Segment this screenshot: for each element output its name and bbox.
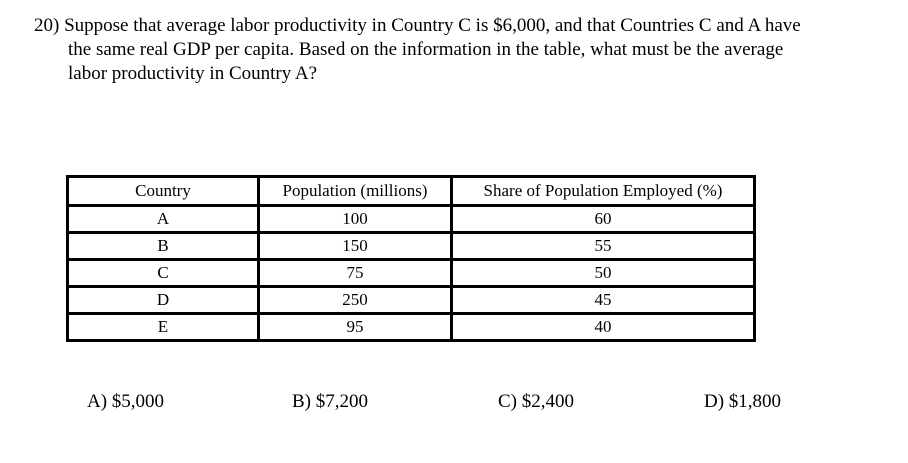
cell-share: 45 [453, 288, 753, 315]
header-population: Population (millions) [260, 178, 453, 207]
answer-option-d: D) $1,800 [704, 391, 782, 412]
cell-population: 250 [260, 288, 453, 315]
table-header-row [69, 178, 753, 207]
header-share-employed: Share of Population Employed (%) [453, 178, 753, 207]
cell-share: 60 [453, 207, 753, 234]
question-text [34, 14, 894, 86]
cell-population: 100 [260, 207, 453, 234]
data-table [66, 175, 756, 342]
table-row [69, 288, 753, 315]
cell-country: B [69, 234, 260, 261]
table-row [69, 315, 753, 339]
cell-population: 95 [260, 315, 453, 339]
cell-country: A [69, 207, 260, 234]
question-line-2: the same real GDP per capita. Based on the information in the table, what must be the average [68, 39, 784, 60]
answer-option-a: A) $5,000 [87, 391, 165, 412]
cell-population: 75 [260, 261, 453, 288]
header-country: Country [69, 178, 260, 207]
question-line-1: 20) Suppose that average labor productivity in Country C is $6,000, and that Countries C and A have [34, 15, 801, 36]
table-row [69, 234, 753, 261]
cell-country: C [69, 261, 260, 288]
table-row [69, 207, 753, 234]
cell-share: 40 [594, 317, 612, 336]
cell-population: 150 [260, 234, 453, 261]
table-row [69, 261, 753, 288]
question-line-3: labor productivity in Country A? [68, 63, 318, 84]
answer-option-b: B) $7,200 [292, 391, 368, 412]
answer-option-c: C) $2,400 [498, 391, 574, 412]
cell-country: D [69, 288, 260, 315]
cell-share: 55 [453, 234, 753, 261]
cell-country: E [69, 315, 260, 339]
cell-share: 50 [453, 261, 753, 288]
